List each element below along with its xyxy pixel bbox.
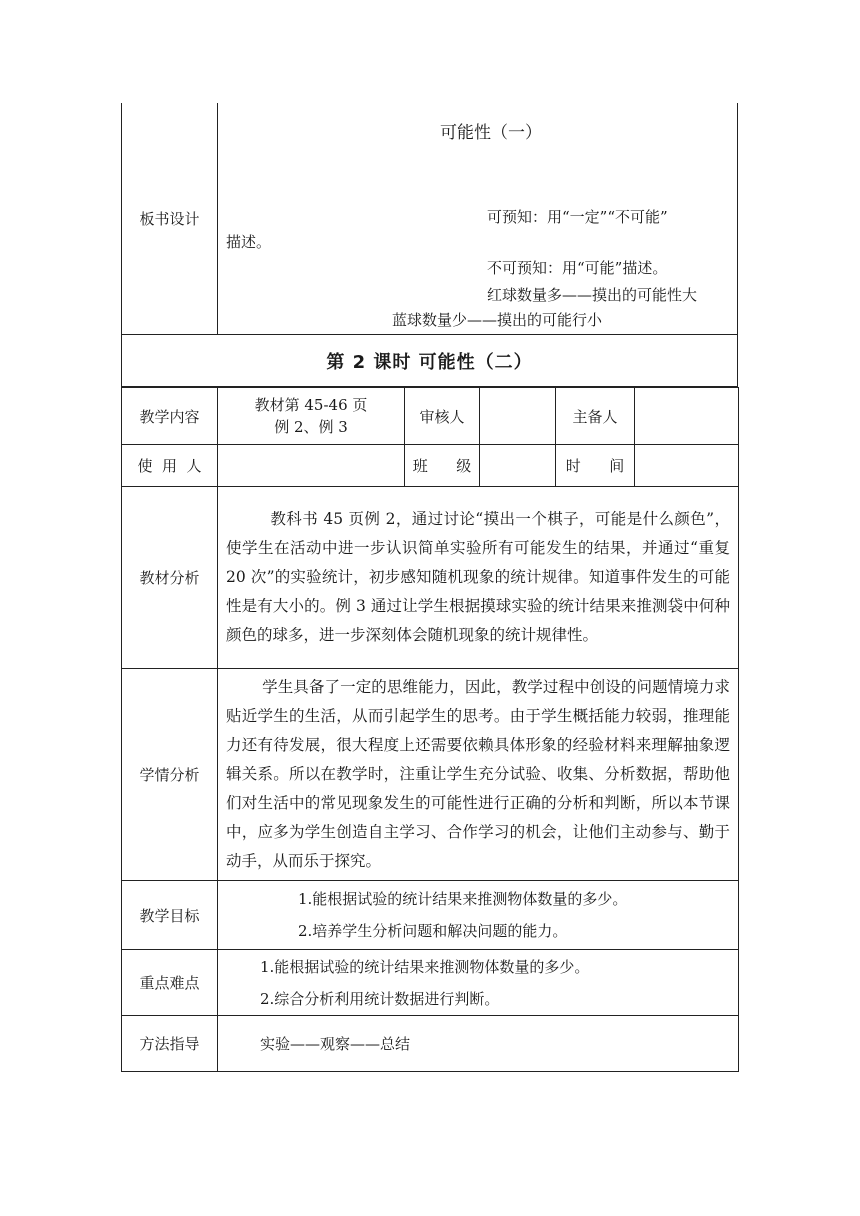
table-row [122,669,739,881]
lesson-info-grid [121,387,739,1072]
table-row [122,487,739,669]
lesson-plan-table [121,103,738,1072]
textbook-analysis-text: 教科书 45 页例 2，通过讨论“摸出一个棋子，可能是什么颜色”，使学生在活动中进一步认识简单实验所有可能发生的结果，并通过“重复 20 次”的实验统计，初步感知随机现象的统计规律。知道事件发生的可能性是有大小的。例 3 通过让学生根据摸球实验的统计结果来推测袋中何种颜色的球多，进一步深刻体会随机现象的统计规律性。 [226,510,730,644]
table-row [122,445,739,487]
class-label: 班 级 [405,445,480,487]
reviewer-value [480,388,556,445]
teaching-goals-cell [218,881,739,950]
student-analysis-paragraph [218,669,738,880]
textbook-analysis-label: 教材分析 [122,487,218,669]
content-value [218,388,405,445]
time-label: 时 间 [556,445,635,487]
goal-item: 2.培养学生分析问题和解决问题的能力。 [298,922,568,940]
content-label: 教学内容 [122,388,218,445]
board-design-title: 可能性（一） [440,123,542,143]
board-line-red-balls: 红球数量多——摸出的可能性大 [487,286,698,304]
textbook-analysis-cell [218,487,739,669]
key-points-cell [218,950,739,1016]
method-text: 实验——观察——总结 [260,1035,411,1053]
preparer-value [635,388,739,445]
user-value [218,445,405,487]
board-line-blue-balls: 蓝球数量少——摸出的可能行小 [392,311,603,329]
board-line-predictable: 可预知：用“一定”“不可能” [487,208,668,226]
board-design-label: 板书设计 [122,103,218,334]
table-row [122,388,739,445]
method-label: 方法指导 [122,1016,218,1072]
goal-item: 1.能根据试验的统计结果来推测物体数量的多少。 [298,890,628,908]
board-design-section [121,103,738,335]
teaching-goals-label: 教学目标 [122,881,218,950]
student-analysis-label: 学情分析 [122,669,218,881]
student-analysis-cell [218,669,739,881]
board-line-predictable-cont: 描述。 [226,233,272,251]
content-pages: 教材第 45-46 页 [254,396,368,414]
table-row [122,881,739,950]
board-design-content [218,103,737,334]
key-point-item: 1.能根据试验的统计结果来推测物体数量的多少。 [260,957,590,976]
time-value [635,445,739,487]
reviewer-label: 审核人 [405,388,480,445]
class-value [480,445,556,487]
content-examples: 例 2、例 3 [274,418,348,436]
lesson-title: 第 2 课时 可能性（二） [121,335,738,387]
board-line-unpredictable: 不可预知：用“可能”描述。 [487,259,668,277]
key-points-label: 重点难点 [122,950,218,1016]
method-cell [218,1016,739,1072]
table-row [122,1016,739,1072]
user-label: 使 用 人 [122,445,218,487]
student-analysis-text: 学生具备了一定的思维能力，因此，教学过程中创设的问题情境力求贴近学生的生活，从而引起学生的思考。由于学生概括能力较弱，推理能力还有待发展，很大程度上还需要依赖具体形象的经验材料来理解抽象逻辑关系。所以在教学时，注重让学生充分试验、收集、分析数据，帮助他们对生活中的常见现象发生的可能性进行正确的分析和判断，所以本节课中，应多为学生创造自主学习、合作学习的机会，让他们主动参与、勤于动手，从而乐于探究。 [226,678,730,870]
preparer-label: 主备人 [556,388,635,445]
key-point-item: 2.综合分析利用统计数据进行判断。 [260,989,500,1008]
table-row [122,950,739,1016]
textbook-analysis-paragraph [218,501,738,654]
